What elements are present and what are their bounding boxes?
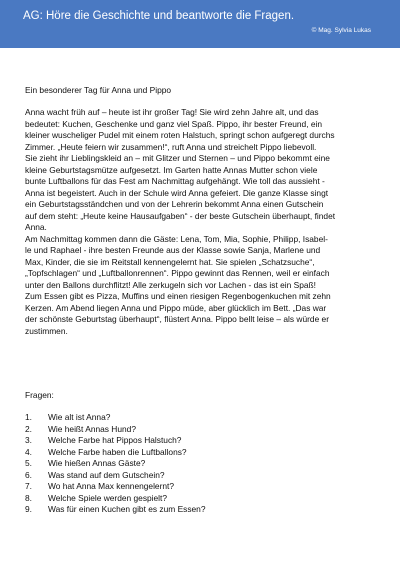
story-line: unter den Ballons durchflitzt! Alle zerkugeln sich vor Lachen - das ist ein Spaß!: [25, 279, 316, 290]
story-line: Sie zieht ihr Lieblingskleid an – mit Glitzer und Sternen – und Pippo bekommt eine: [25, 153, 330, 163]
question-text: Was stand auf dem Gutschein?: [48, 469, 165, 480]
question-text: Welche Farbe haben die Luftballons?: [48, 446, 187, 457]
question-number: 6.: [25, 469, 32, 480]
header-banner: [0, 0, 400, 48]
story-line: zustimmen.: [25, 325, 68, 336]
story-line: Anna.: [25, 222, 47, 232]
question-text: Wie alt ist Anna?: [48, 412, 111, 422]
question-text: Wie hießen Annas Gäste?: [48, 458, 146, 469]
question-number: 2.: [25, 423, 32, 434]
story-text: [25, 107, 377, 337]
question-text: Wo hat Anna Max kennengelernt?: [48, 481, 175, 492]
question-number: 5.: [25, 458, 32, 469]
story-line: Anna wacht früh auf – heute ist ihr großer Tag! Sie wird zehn Jahre alt, und das: [25, 107, 319, 117]
question-text: Wie heißt Annas Hund?: [48, 423, 136, 434]
question-number: 4.: [25, 446, 32, 457]
story-line: kleiner wuscheliger Pudel mit einem roten Halstuch, springt schon aufgeregt durchs: [25, 130, 335, 140]
question-number: 9.: [25, 504, 32, 515]
question-number: 7.: [25, 481, 32, 492]
story-line: Kerzen. Am Abend liegen Anna und Pippo müde, aber glücklich im Bett. „Das war: [25, 302, 327, 313]
copyright-credit: © Mag. Sylvia Lukas: [311, 27, 371, 34]
story-line: Zimmer. „Heute feiern wir zusammen!“, ruft Anna und streichelt Pippo liebevoll.: [25, 141, 317, 152]
question-number: 8.: [25, 492, 32, 503]
story-line: auf dem steht: „Heute keine Hausaufgaben“ - der beste Gutschein überhaupt, findet: [25, 210, 336, 221]
story-line: Anna ist begeistert. Auch in der Schule wird Anna gefeiert. Die ganze Klasse singt: [25, 187, 329, 198]
story-line: Max, Kinder, die sie im Reitstall kennengelernt hat. Sie spielen „Schatzsuche“,: [25, 256, 315, 267]
story-line: le und Raphael - ihre besten Freunde aus der Klasse sowie Sanja, Marlene und: [25, 245, 321, 255]
story-line: bunte Luftballons für das Fest am Nachmittag aufgehängt. Wie toll das aussieht -: [25, 176, 325, 186]
story-line: Am Nachmittag kommen dann die Gäste: Lena, Tom, Mia, Sophie, Philipp, Isabel-: [25, 233, 328, 244]
story-line: Zum Essen gibt es Pizza, Muffins und einen riesigen Regenbogenkuchen mit zehn: [25, 291, 331, 301]
story-line: der schönste Geburtstag überhaupt“, flüstert Anna. Pippo bellt leise – als würde er: [25, 314, 330, 324]
story-line: ein Geburtstagsständchen und von der Lehrerin bekommt Anna einen Gutschein: [25, 199, 324, 209]
question-number: 1.: [25, 412, 32, 422]
questions-heading: Fragen:: [25, 390, 54, 400]
story-title: Ein besonderer Tag für Anna und Pippo: [25, 85, 172, 95]
question-text: Was für einen Kuchen gibt es zum Essen?: [48, 504, 206, 515]
question-number: 3.: [25, 435, 32, 446]
story-line: bedeutet: Kuchen, Geschenke und ganz viel Spaß. Pippo, ihr bester Freund, ein: [25, 118, 323, 129]
worksheet-instruction: AG: Höre die Geschichte und beantworte die Fragen.: [23, 10, 295, 22]
question-text: Welche Spiele werden gespielt?: [48, 492, 168, 503]
story-line: „Topfschlagen“ und „Luftballonrennen“. Pippo gewinnt das Rennen, weil er einfach: [25, 268, 330, 278]
question-text: Welche Farbe hat Pippos Halstuch?: [48, 435, 182, 446]
story-line: kleine Geburtstagsmütze aufgesetzt. Im Garten hatte Annas Mutter schon viele: [25, 164, 318, 175]
